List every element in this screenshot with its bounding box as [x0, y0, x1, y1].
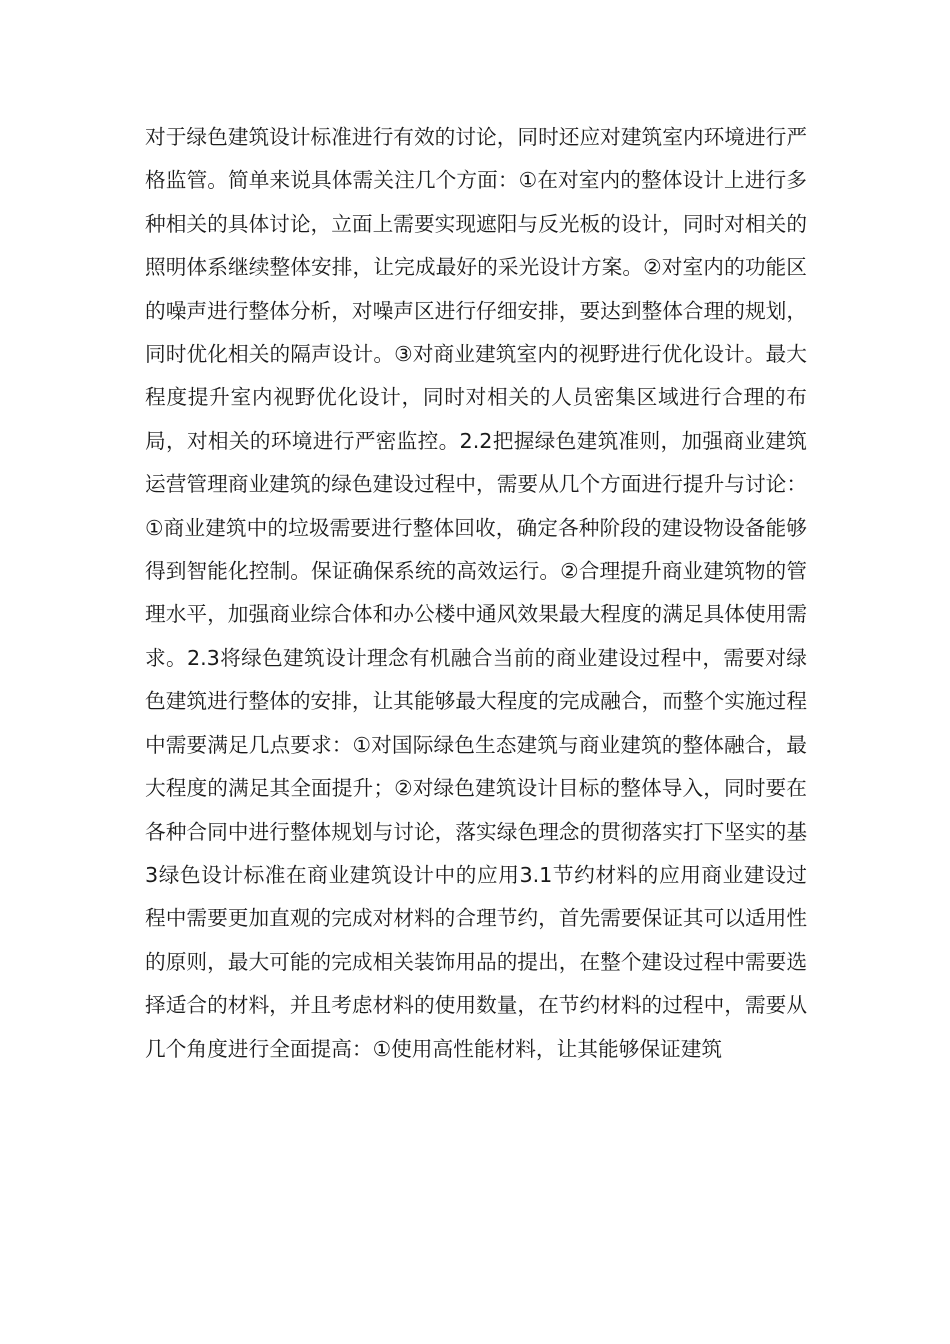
body-paragraph: 对于绿色建筑设计标准进行有效的讨论，同时还应对建筑室内环境进行严格监管。简单来说具体需关注几个方面：①在对室内的整体设计上进行多种相关的具体讨论，立面上需要实现遮阳与反光板的设计，同时对相关的照明体系继续整体安排，让完成最好的采光设计方案。②对室内的功能区的噪声进行整体分析，对噪声区进行仔细安排，要达到整体合理的规划，同时优化相关的隔声设计。③对商业建筑室内的视野进行优化设计。最大程度提升室内视野优化设计，同时对相关的人员密集区域进行合理的布局，对相关的环境进行严密监控。2.2把握绿色建筑准则，加强商业建筑运营管理商业建筑的绿色建设过程中，需要从几个方面进行提升与讨论：①商业建筑中的垃圾需要进行整体回收，确定各种阶段的建设物设备能够得到智能化控制。保证确保系统的高效运行。②合理提升商业建筑物的管理水平，加强商业综合体和办公楼中通风效果最大程度的满足具体使用需求。2.3将绿色建筑设计理念有机融合当前的商业建设过程中，需要对绿色建筑进行整体的安排，让其能够最大程度的完成融合，而整个实施过程中需要满足几点要求：①对国际绿色生态建筑与商业建筑的整体融合，最大程度的满足其全面提升；②对绿色建筑设计目标的整体导入，同时要在各种合同中进行整体规划与讨论，落实绿色理念的贯彻落实打下坚实的基3绿色设计标准在商业建筑设计中的应用3.1节约材料的应用商业建设过程中需要更加直观的完成对材料的合理节约，首先需要保证其可以适用性的原则，最大可能的完成相关装饰用品的提出，在整个建设过程中需要选择适合的材料，并且考虑材料的使用数量，在节约材料的过程中，需要从几个角度进行全面提高：①使用高性能材料，让其能够保证建筑	[145, 125, 808, 1061]
